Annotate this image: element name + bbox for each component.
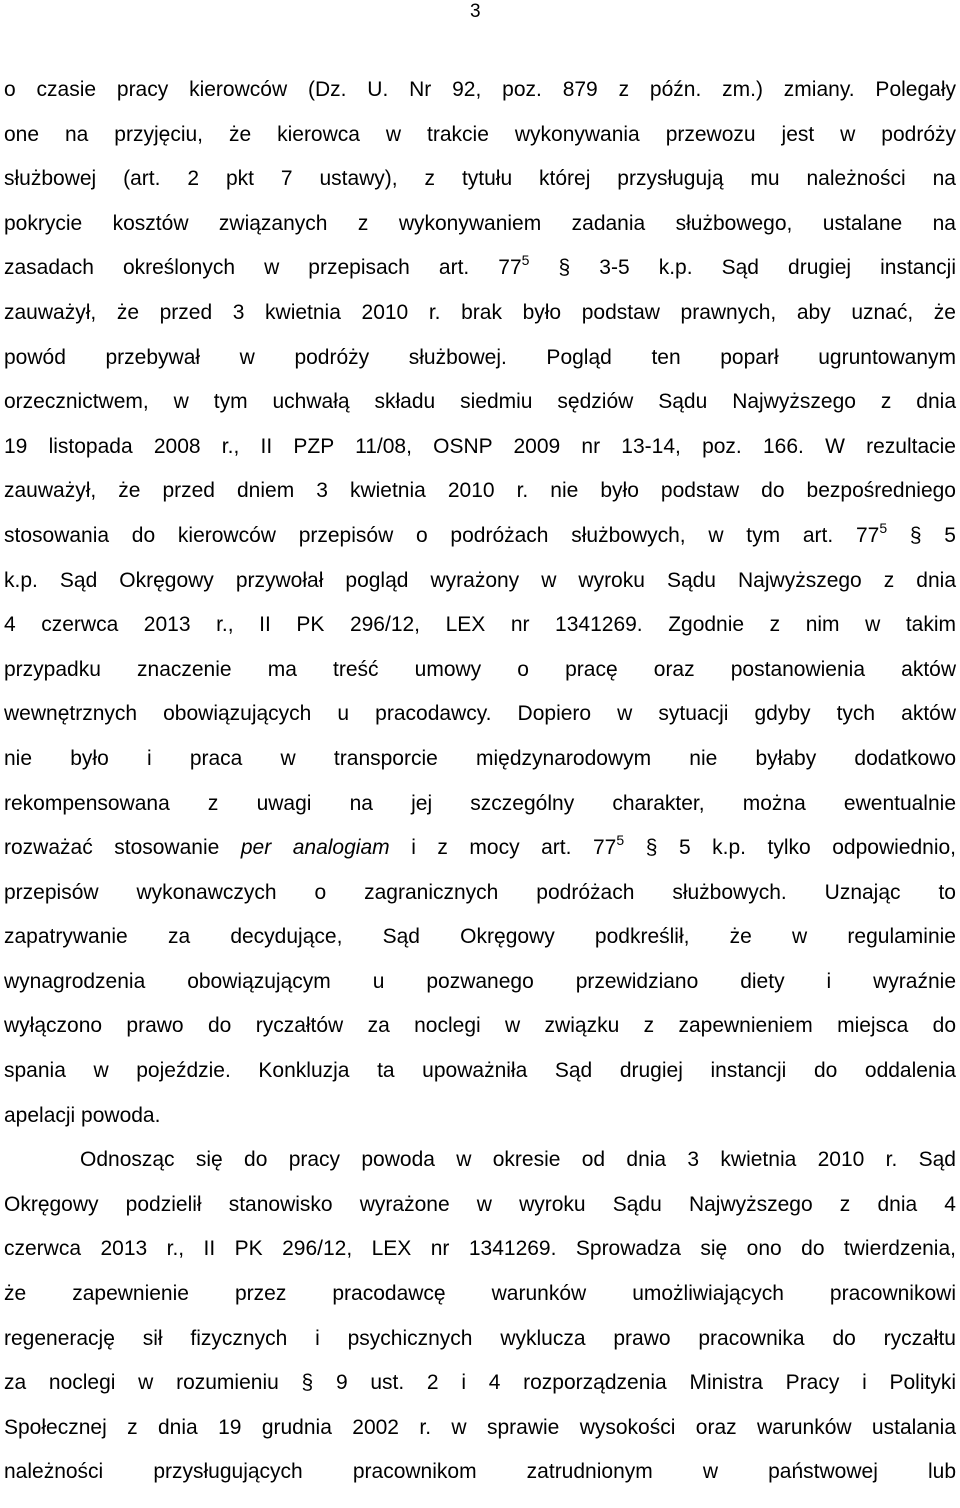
section-sign: § <box>558 256 571 280</box>
text-line: powód przebywał w podróży służbowej. Pogląd ten poparł ugruntowanym <box>4 345 956 369</box>
text-line: 4 czerwca 2013 r., II PK 296/12, LEX nr 1341269. Zgodnie z nim w takim <box>4 613 956 637</box>
text-segment: 5 k.p. tylko odpowiednio, <box>678 836 957 860</box>
text-segment: za noclegi w rozumieniu <box>4 1371 279 1395</box>
document-body <box>4 68 956 1495</box>
latin-phrase: per analogiam <box>240 836 390 860</box>
text-line: wewnętrznych obowiązujących u pracodawcy. Dopiero w sytuacji gdyby tych aktów <box>4 702 956 726</box>
text-line: orzecznictwem, w tym uchwałą składu siedmiu sędziów Sądu Najwyższego z dnia <box>4 390 956 414</box>
text-line: k.p. Sąd Okręgowy przywołał pogląd wyrażony w wyroku Sądu Najwyższego z dnia <box>4 568 956 592</box>
text-line <box>4 826 956 871</box>
section-sign: § <box>909 523 922 547</box>
superscript: 5 <box>616 832 625 849</box>
text-line: wynagrodzenia obowiązującym u pozwanego przewidziano diety i wyraźnie <box>4 969 956 993</box>
text-line: nie było i praca w transporcie międzynarodowym nie byłaby dodatkowo <box>4 746 956 770</box>
text-line: rekompensowana z uwagi na jej szczególny charakter, można ewentualnie <box>4 791 956 815</box>
text-line: apelacji powoda. <box>4 1103 161 1127</box>
text-line <box>4 1361 956 1406</box>
text-line <box>4 246 956 291</box>
text-line: zapatrywanie za decydujące, Sąd Okręgowy podkreślił, że w regulaminie <box>4 925 956 949</box>
text-line: służbowej (art. 2 pkt 7 ustawy), z tytułu której przysługują mu należności na <box>4 167 956 191</box>
section-sign: § <box>645 836 658 860</box>
text-line: regenerację sił fizycznych i psychicznych wyklucza prawo pracownika do ryczałtu <box>4 1326 956 1350</box>
text-line: Społecznej z dnia 19 grudnia 2002 r. w sprawie wysokości oraz warunków ustalania <box>4 1415 956 1439</box>
text-line: one na przyjęciu, że kierowca w trakcie wykonywania przewozu jest w podróży <box>4 122 956 146</box>
text-segment: stosowania do kierowców przepisów o podróżach służbowych, w tym art. 77 <box>4 523 880 547</box>
section-sign: § <box>301 1371 314 1395</box>
text-line: wyłączono prawo do ryczałtów za noclegi w związku z zapewnieniem miejsca do <box>4 1014 956 1038</box>
text-line: przepisów wykonawczych o zagranicznych podróżach służbowych. Uznając to <box>4 880 956 904</box>
text-line: że zapewnienie przez pracodawcę warunków umożliwiających pracownikowi <box>4 1282 956 1306</box>
text-line: przypadku znaczenie ma treść umowy o pracę oraz postanowienia aktów <box>4 657 956 681</box>
text-line: pokrycie kosztów związanych z wykonywaniem zadania służbowego, ustalane na <box>4 211 956 235</box>
text-segment: zasadach określonych w przepisach art. 77 <box>4 256 522 280</box>
text-line: zauważył, że przed 3 kwietnia 2010 r. brak było podstaw prawnych, aby uznać, że <box>4 300 956 324</box>
text-line: czerwca 2013 r., II PK 296/12, LEX nr 1341269. Sprowadza się ono do twierdzenia, <box>4 1237 956 1261</box>
text-line: należności przysługujących pracownikom zatrudnionym w państwowej lub <box>4 1460 956 1484</box>
text-line <box>4 514 956 559</box>
text-line: zauważył, że przed dniem 3 kwietnia 2010 r. nie było podstaw do bezpośredniego <box>4 479 956 503</box>
text-line: Okręgowy podzielił stanowisko wyrażone w wyroku Sądu Najwyższego z dnia 4 <box>4 1192 956 1216</box>
text-segment: 3-5 k.p. Sąd drugiej instancji <box>599 256 956 280</box>
text-line: spania w pojeździe. Konkluzja ta upoważniła Sąd drugiej instancji do oddalenia <box>4 1059 956 1083</box>
superscript: 5 <box>521 252 530 269</box>
text-line: o czasie pracy kierowców (Dz. U. Nr 92, poz. 879 z późn. zm.) zmiany. Polegały <box>4 78 956 101</box>
text-segment: 9 ust. 2 i 4 rozporządzenia Ministra Pracy i Polityki <box>335 1371 956 1395</box>
text-segment: rozważać stosowanie <box>4 836 220 860</box>
text-line: 19 listopada 2008 r., II PZP 11/08, OSNP 2009 nr 13-14, poz. 166. W rezultacie <box>4 434 956 458</box>
text-segment: 5 <box>944 523 956 547</box>
superscript: 5 <box>879 519 888 536</box>
page-number: 3 <box>470 1 481 22</box>
text-segment: i z mocy art. 77 <box>411 836 617 860</box>
text-line: Odnosząc się do pracy powoda w okresie od dnia 3 kwietnia 2010 r. Sąd <box>80 1148 956 1172</box>
